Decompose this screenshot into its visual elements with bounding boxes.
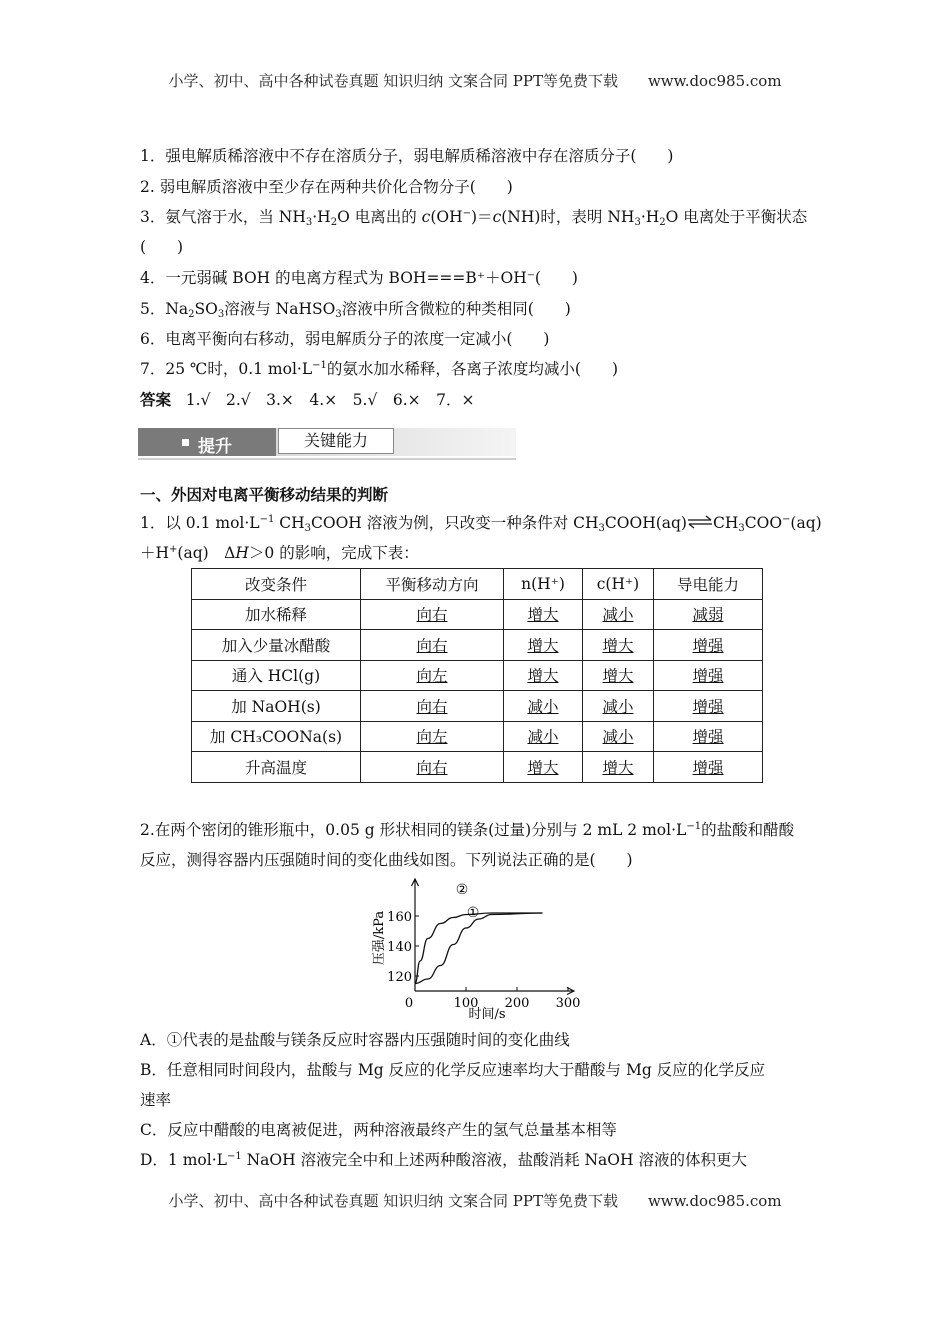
table-cell: 向右 (361, 599, 504, 630)
footer-text: 小学、初中、高中各种试卷真题 知识归纳 文案合同 PPT等免费下载 (168, 1192, 618, 1210)
q2: 2. 弱电解质溶液中至少存在两种共价化合物分子( ) (140, 178, 513, 196)
answer-text: 1.√ 2.√ 3.× 4.× 5.√ 6.× 7．× (185, 391, 475, 409)
series-label-1: ① (466, 905, 480, 921)
equilibrium-arrow-icon (687, 515, 713, 529)
table-cell: 向右 (361, 630, 504, 661)
series-line-2 (415, 913, 543, 984)
option-a: A．①代表的是盐酸与镁条反应时容器内压强随时间的变化曲线 (140, 1031, 570, 1049)
table-cell: 向右 (361, 691, 504, 722)
page-footer (0, 1190, 950, 1211)
square-icon (182, 439, 189, 446)
q3-line2: ( ) (140, 238, 184, 256)
x-tick-label: 300 (555, 996, 581, 1011)
table-cell: 减小 (583, 599, 654, 630)
ex1-line2: ＋H+(aq) ΔH＞0 的影响，完成下表： (140, 544, 419, 562)
table-cell: 减弱 (654, 599, 763, 630)
table-cell: 升高温度 (192, 752, 361, 783)
q4: 4．一元弱碱 BOH 的电离方程式为 BOH===B⁺＋OH⁻( ) (140, 269, 578, 287)
option-d: D．1 $mol\cdot L^{-1}$ NaOH 溶液完全中和上述两种酸溶液，盐酸消耗 NaOH 溶液的体积更大 (140, 1151, 747, 1169)
table-cell: 增强 (654, 660, 763, 691)
table-cell: 减小 (583, 691, 654, 722)
x-tick-label: 100 (453, 996, 479, 1011)
table-cell: 减小 (583, 721, 654, 752)
section-title: 一、外因对电离平衡移动结果的判断 (140, 485, 389, 504)
answer-line (140, 388, 474, 410)
pressure-chart (365, 876, 585, 1025)
y-tick-label: 120 (387, 970, 412, 985)
table-cell: 通入 HCl(g) (192, 660, 361, 691)
q5: 5．$Na_2SO_3$溶液与 NaHSO$_3$溶液中所含微粒的种类相同( ) (140, 300, 571, 320)
table-cell: 增大 (583, 660, 654, 691)
table-cell: 增强 (654, 721, 763, 752)
banner-right: 关键能力 (278, 428, 394, 454)
y-tick-label: 160 (387, 910, 412, 925)
table-cell: 增大 (504, 752, 583, 783)
table-header-cell: c(H⁺) (583, 569, 654, 600)
q7: 7．25 ℃时，0.1 $mol\cdot L^{-1}$的氨水加水稀释，各离子浓度均减小( ) (140, 360, 618, 378)
table-header-row (192, 569, 763, 600)
table-row (192, 630, 763, 661)
y-axis-label: 压强/kPa (372, 910, 387, 966)
x-tick-label: 200 (504, 996, 530, 1011)
table-cell: 加水稀释 (192, 599, 361, 630)
x-axis-label: 时间/s (468, 1007, 506, 1021)
y-tick-label: 140 (387, 940, 412, 955)
option-c: C．反应中醋酸的电离被促进，两种溶液最终产生的氢气总量基本相等 (140, 1121, 617, 1139)
table-cell: 增强 (654, 752, 763, 783)
q6: 6．电离平衡向右移动，弱电解质分子的浓度一定减小( ) (140, 330, 550, 348)
q1: 1．强电解质稀溶液中不存在溶质分子，弱电解质稀溶液中存在溶质分子( ) (140, 147, 674, 165)
table-header-cell: n(H⁺) (504, 569, 583, 600)
option-b-line2: 速率 (140, 1091, 172, 1109)
table-cell: 增强 (654, 691, 763, 722)
table-row (192, 660, 763, 691)
chart-svg (365, 876, 585, 1021)
table-cell: 增大 (583, 752, 654, 783)
table-row (192, 721, 763, 752)
answer-label: 答案 (140, 390, 172, 409)
table-cell: 向左 (361, 721, 504, 752)
header-text: 小学、初中、高中各种试卷真题 知识归纳 文案合同 PPT等免费下载 (168, 72, 618, 90)
q2b-line2: 反应，测得容器内压强随时间的变化曲线如图。下列说法正确的是( ) (140, 851, 633, 869)
footer-site: www.doc985.com (647, 1192, 782, 1210)
page-header (0, 70, 950, 91)
table-cell: 减小 (504, 721, 583, 752)
table-row (192, 691, 763, 722)
table-header-cell: 平衡移动方向 (361, 569, 504, 600)
table-cell: 增大 (504, 660, 583, 691)
ex1-line1: 1．以 0.1 $mol\cdot L^{-1}$ $CH_3COOH$ 溶液为例，只改变一种条件对 $CH_3COOH(aq)$ $CH_3COO^-(aq)$ (140, 514, 822, 534)
table-cell: 增大 (504, 599, 583, 630)
condition-table (191, 568, 763, 783)
table-cell: 加 NaOH(s) (192, 691, 361, 722)
table-cell: 向左 (361, 660, 504, 691)
table-cell: 增大 (504, 630, 583, 661)
table-cell: 增强 (654, 630, 763, 661)
table-cell: 增大 (583, 630, 654, 661)
q2b-line1: 2.在两个密闭的锥形瓶中，0.05 g 形状相同的镁条(过量)分别与 2 mL 2 $mol\cdot L^{-1}$的盐酸和醋酸 (140, 821, 795, 839)
table-header-cell: 导电能力 (654, 569, 763, 600)
table-row (192, 599, 763, 630)
header-site: www.doc985.com (647, 72, 782, 90)
series-label-2: ② (455, 882, 469, 898)
table-cell: 减小 (504, 691, 583, 722)
banner-left: 提升 (198, 437, 232, 457)
option-b-line1: B．任意相同时间段内，盐酸与 Mg 反应的化学反应速率均大于醋酸与 Mg 反应的化学反应 (140, 1061, 766, 1079)
section-banner (138, 426, 516, 460)
x-tick-label: 0 (404, 996, 414, 1011)
table-header-cell: 改变条件 (192, 569, 361, 600)
table-cell: 向右 (361, 752, 504, 783)
table-row (192, 752, 763, 783)
q3: 3．氨气溶于水，当 $NH_3\cdot H_2O$ 电离出的 c(OH−)＝c(NH)时，表明 $NH_3\cdot H_2O$ 电离处于平衡状态 (140, 208, 808, 228)
table-cell: 加入少量冰醋酸 (192, 630, 361, 661)
table-cell: 加 CH₃COONa(s) (192, 721, 361, 752)
